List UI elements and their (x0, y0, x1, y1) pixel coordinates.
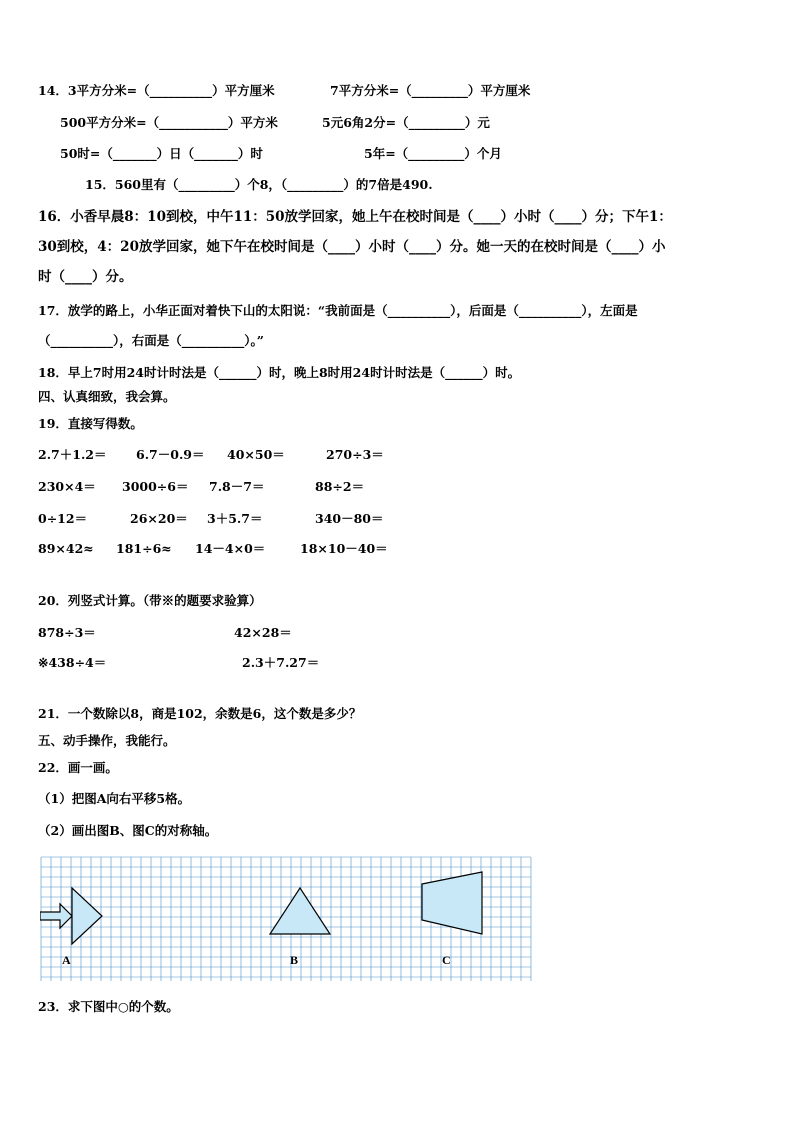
calc-item: 14－4×0＝ (195, 541, 266, 556)
q22-part1: （1）把图A向右平移5格。 (38, 791, 191, 806)
vertical-calc-item: ※438÷4＝ (38, 655, 107, 670)
calc-item: 230×4＝ (38, 479, 96, 494)
calc-item: 6.7－0.9＝ (136, 447, 205, 462)
calc-item: 18×10－40＝ (300, 541, 388, 556)
q23: 23．求下图中○的个数。 (38, 999, 179, 1014)
q14-f: 5年=（_________）个月 (364, 146, 502, 161)
q19-title: 19．直接写得数。 (38, 416, 143, 431)
calc-item: 0÷12＝ (38, 511, 88, 526)
q14-d: 5元6角2分=（_________）元 (322, 115, 490, 130)
section-4-heading: 四、认真细致，我会算。 (38, 389, 176, 404)
drawing-grid (40, 856, 532, 985)
calc-item: 89×42≈ (38, 541, 94, 556)
q16-line2: 30到校，4：20放学回家，她下午在校时间是（____）小时（____）分。她一天的在校时间是（____）小 (38, 239, 666, 255)
q20-title: 20．列竖式计算。（带※的题要求验算） (38, 593, 262, 608)
calc-item: 340－80＝ (315, 511, 384, 526)
q21: 21．一个数除以8，商是102，余数是6，这个数是多少？ (38, 706, 362, 721)
figure-b-label: B (290, 953, 299, 967)
figure-a-label: A (62, 953, 71, 967)
calc-item: 88÷2＝ (315, 479, 365, 494)
calc-item: 181÷6≈ (116, 541, 172, 556)
figure-c-label: C (442, 953, 451, 967)
calc-item: 7.8－7＝ (209, 479, 265, 494)
q18: 18．早上7时用24时计时法是（______）时，晚上8时用24时计时法是（______）时。 (38, 365, 521, 380)
calc-item: 26×20＝ (130, 511, 188, 526)
calc-item: 2.7＋1.2＝ (38, 447, 107, 462)
q15: 15．560里有（_________）个8，（_________）的7倍是490. (85, 177, 433, 192)
q14-e: 50时=（_______）日（_______）时 (60, 146, 263, 161)
q14-c: 500平方分米=（___________）平方米 (60, 115, 278, 130)
q16-line1: 16．小香早晨8：10到校，中午11：50放学回家，她上午在校时间是（____）小时（____）分；下午1： (38, 209, 672, 225)
vertical-calc-item: 878÷3＝ (38, 625, 96, 640)
vertical-calc-item: 42×28＝ (234, 625, 292, 640)
q14-b: 7平方分米=（_________）平方厘米 (330, 83, 531, 98)
q17-line1: 17．放学的路上，小华正面对着快下山的太阳说：“我前面是（__________），后面是（__________），左面是 (38, 303, 638, 318)
q22-part2: （2）画出图B、图C的对称轴。 (38, 823, 218, 838)
q14-a: 14．3平方分米=（__________）平方厘米 (38, 83, 275, 98)
calc-item: 3000÷6＝ (122, 479, 189, 494)
vertical-calc-item: 2.3＋7.27＝ (242, 655, 320, 670)
q16-line3: 时（____）分。 (38, 269, 133, 285)
section-5-heading: 五、动手操作，我能行。 (38, 733, 176, 748)
calc-item: 40×50＝ (227, 447, 285, 462)
calc-item: 3＋5.7＝ (207, 511, 263, 526)
calc-item: 270÷3＝ (326, 447, 384, 462)
q17-line2: （__________），右面是（__________）。” (38, 333, 264, 348)
q22-title: 22．画一画。 (38, 760, 118, 775)
